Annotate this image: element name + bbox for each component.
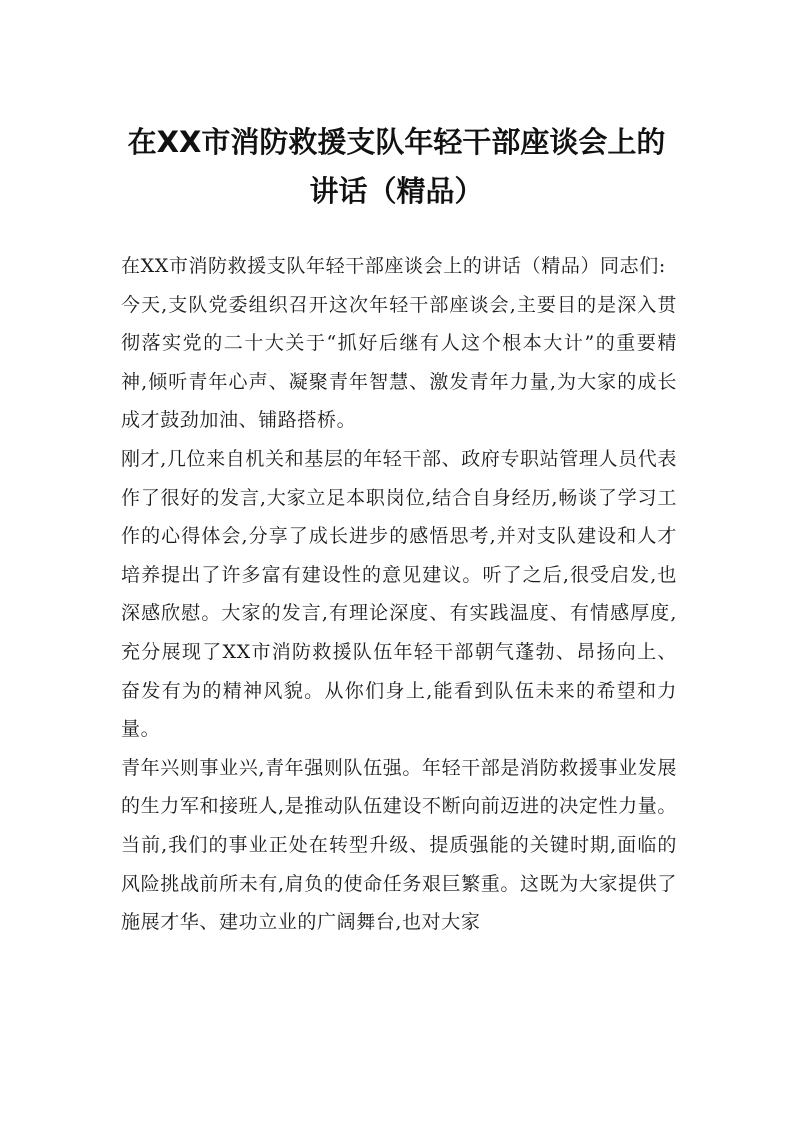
paragraph-speeches: 刚才,几位来自机关和基层的年轻干部、政府专职站管理人员代表作了很好的发言,大家立足本职岗位,结合自身经历,畅谈了学习工作的心得体会,分享了成长进步的感悟思考,并对支队建设和人才培养提出了许多富有建设性的意见建议。听了之后,很受启发,也深感欣慰。大家的发言,有理论深度、有实践温度、有情感厚度,充分展现了XX市消防救援队伍年轻干部朝气蓬勃、昂扬向上、奋发有为的精神风貌。从你们身上,能看到队伍未来的希望和力量。 (121, 447, 677, 741)
paragraph-greeting: 在XX市消防救援支队年轻干部座谈会上的讲话（精品）同志们: (121, 255, 666, 277)
paragraph-youth: 青年兴则事业兴,青年强则队伍强。年轻干部是消防救援事业发展的生力军和接班人,是推动队伍建设不断向前迈进的决定性力量。当前,我们的事业正处在转型升级、提质强能的关键时期,面临的风险挑战前所未有,肩负的使命任务艰巨繁重。这既为大家提供了施展才华、建功立业的广阔舞台,也对大家 (121, 756, 677, 934)
paragraph-purpose: 今天,支队党委组织召开这次年轻干部座谈会,主要目的是深入贯彻落实党的二十大关于“抓好后继有人这个根本大计”的重要精神,倾听青年心声、凝聚青年智慧、激发青年力量,为大家的成长成才鼓劲加油、铺路搭桥。 (121, 293, 677, 432)
document-body (121, 247, 677, 942)
title-line-1: 在XX市消防救援支队年轻干部座谈会上的 (127, 125, 666, 159)
document-title (110, 118, 683, 216)
title-line-2: 讲话（精品） (309, 174, 484, 208)
